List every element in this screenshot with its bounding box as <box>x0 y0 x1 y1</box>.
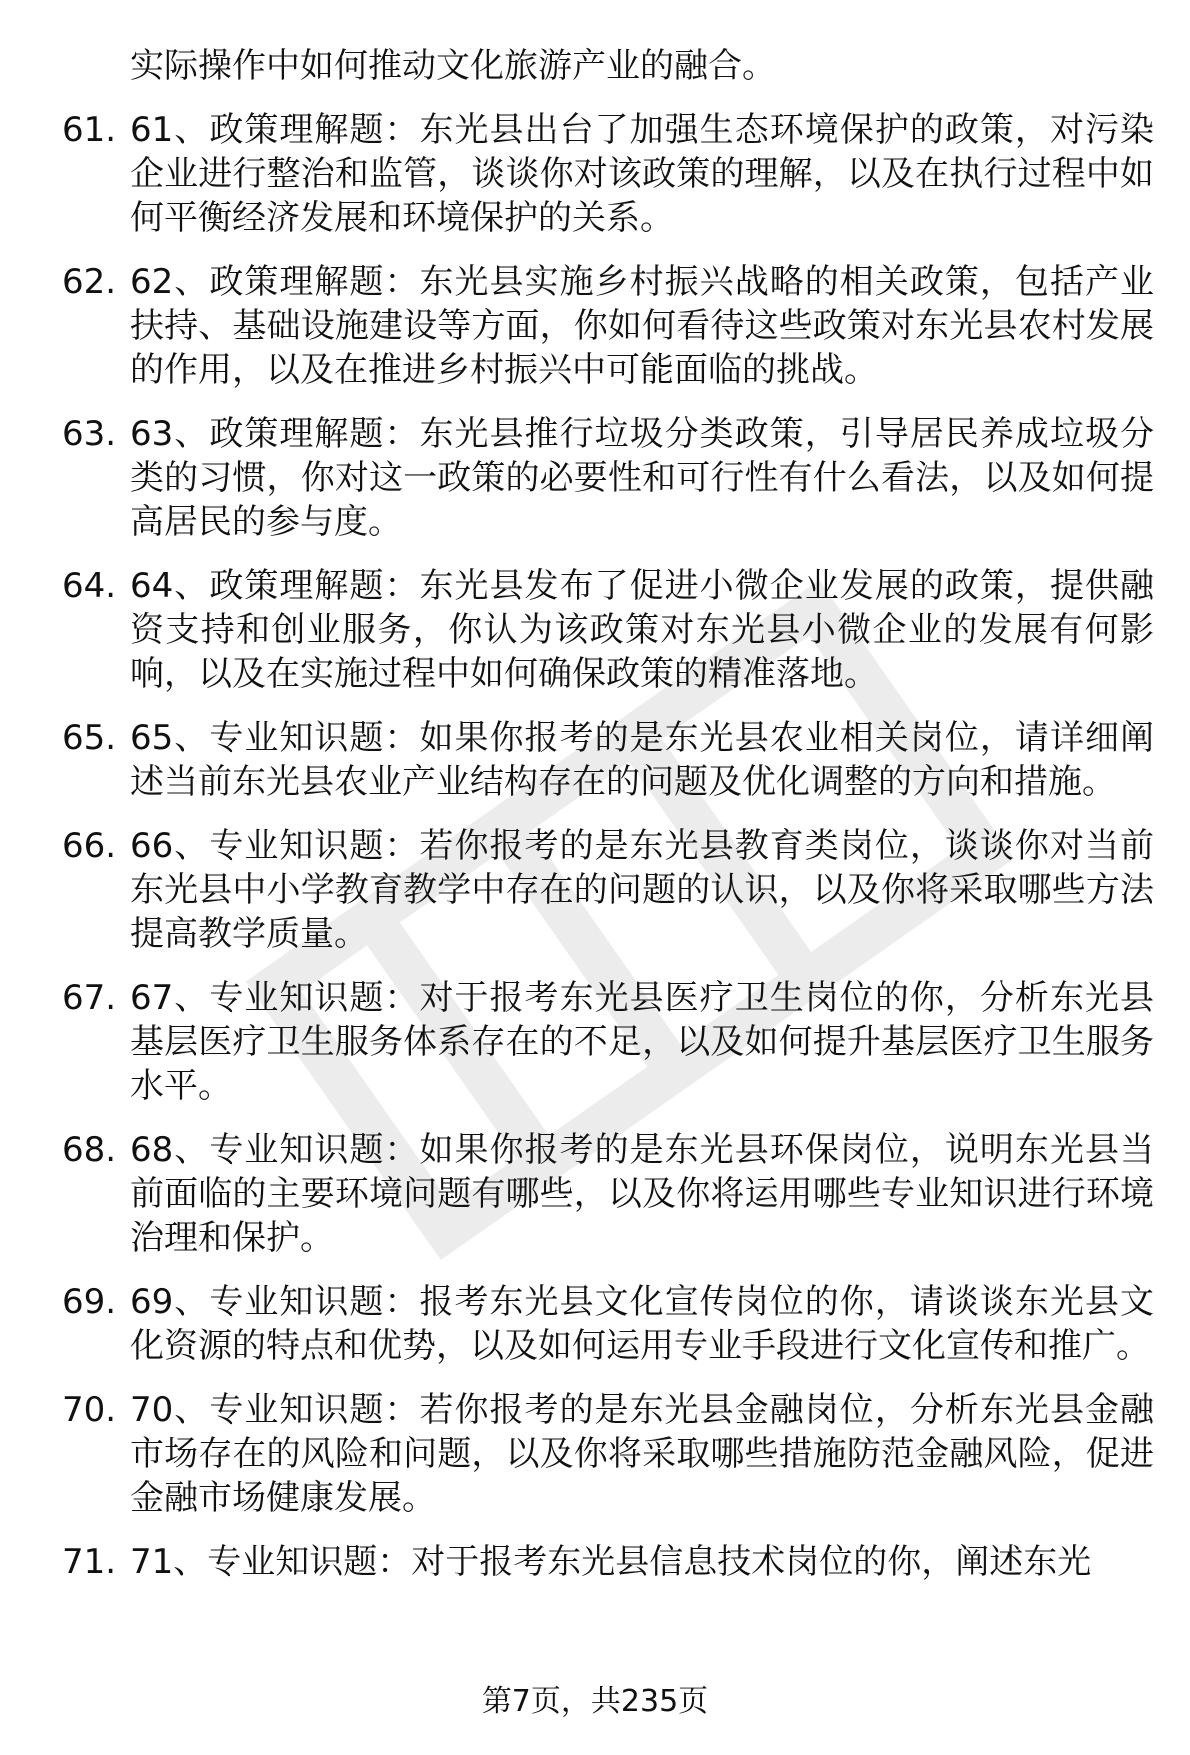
list-item <box>0 564 1190 696</box>
question-list <box>0 108 1190 1584</box>
list-item <box>0 1128 1190 1260</box>
item-number: 67. <box>62 978 117 1018</box>
item-text: 69、专业知识题：报考东光县文化宣传岗位的你，请谈谈东光县文化资源的特点和优势，以及如何运用专业手段进行文化宣传和推广。 <box>130 1282 1154 1366</box>
document-body <box>0 44 1190 1584</box>
list-item <box>0 1540 1190 1584</box>
item-number: 68. <box>62 1130 117 1170</box>
list-item <box>0 1388 1190 1520</box>
list-item <box>0 976 1190 1108</box>
list-item <box>0 1280 1190 1368</box>
list-item <box>0 412 1190 544</box>
list-item <box>0 260 1190 392</box>
item-text: 66、专业知识题：若你报考的是东光县教育类岗位，谈谈你对当前东光县中小学教育教学中存在的问题的认识，以及你将采取哪些方法提高教学质量。 <box>130 826 1154 954</box>
list-item <box>0 824 1190 956</box>
item-number: 71. <box>62 1542 117 1582</box>
item-number: 62. <box>62 262 117 302</box>
item-number: 70. <box>62 1390 117 1430</box>
item-text: 63、政策理解题：东光县推行垃圾分类政策，引导居民养成垃圾分类的习惯，你对这一政策的必要性和可行性有什么看法，以及如何提高居民的参与度。 <box>130 414 1154 542</box>
item-text: 62、政策理解题：东光县实施乡村振兴战略的相关政策，包括产业扶持、基础设施建设等方面，你如何看待这些政策对东光县农村发展的作用，以及在推进乡村振兴中可能面临的挑战。 <box>130 262 1154 390</box>
page-footer: 第7页，共235页 <box>481 1684 709 1719</box>
item-number: 61. <box>62 110 117 150</box>
item-number: 66. <box>62 826 117 866</box>
item-text: 65、专业知识题：如果你报考的是东光县农业相关岗位，请详细阐述当前东光县农业产业结构存在的问题及优化调整的方向和措施。 <box>130 718 1154 802</box>
continued-text: 实际操作中如何推动文化旅游产业的融合。 <box>130 46 776 86</box>
item-text: 67、专业知识题：对于报考东光县医疗卫生岗位的你，分析东光县基层医疗卫生服务体系存在的不足，以及如何提升基层医疗卫生服务水平。 <box>130 978 1154 1106</box>
item-text: 70、专业知识题：若你报考的是东光县金融岗位，分析东光县金融市场存在的风险和问题，以及你将采取哪些措施防范金融风险，促进金融市场健康发展。 <box>130 1390 1154 1518</box>
item-number: 64. <box>62 566 117 606</box>
item-number: 69. <box>62 1282 117 1322</box>
list-item <box>0 108 1190 240</box>
item-text: 61、政策理解题：东光县出台了加强生态环境保护的政策，对污染企业进行整治和监管，谈谈你对该政策的理解，以及在执行过程中如何平衡经济发展和环境保护的关系。 <box>130 110 1154 238</box>
item-text: 68、专业知识题：如果你报考的是东光县环保岗位，说明东光县当前面临的主要环境问题有哪些，以及你将运用哪些专业知识进行环境治理和保护。 <box>130 1130 1154 1258</box>
item-text: 71、专业知识题：对于报考东光县信息技术岗位的你，阐述东光 <box>130 1542 1092 1582</box>
item-number: 63. <box>62 414 117 454</box>
item-number: 65. <box>62 718 117 758</box>
list-item <box>0 716 1190 804</box>
item-text: 64、政策理解题：东光县发布了促进小微企业发展的政策，提供融资支持和创业服务，你认为该政策对东光县小微企业的发展有何影响，以及在实施过程中如何确保政策的精准落地。 <box>130 566 1154 694</box>
